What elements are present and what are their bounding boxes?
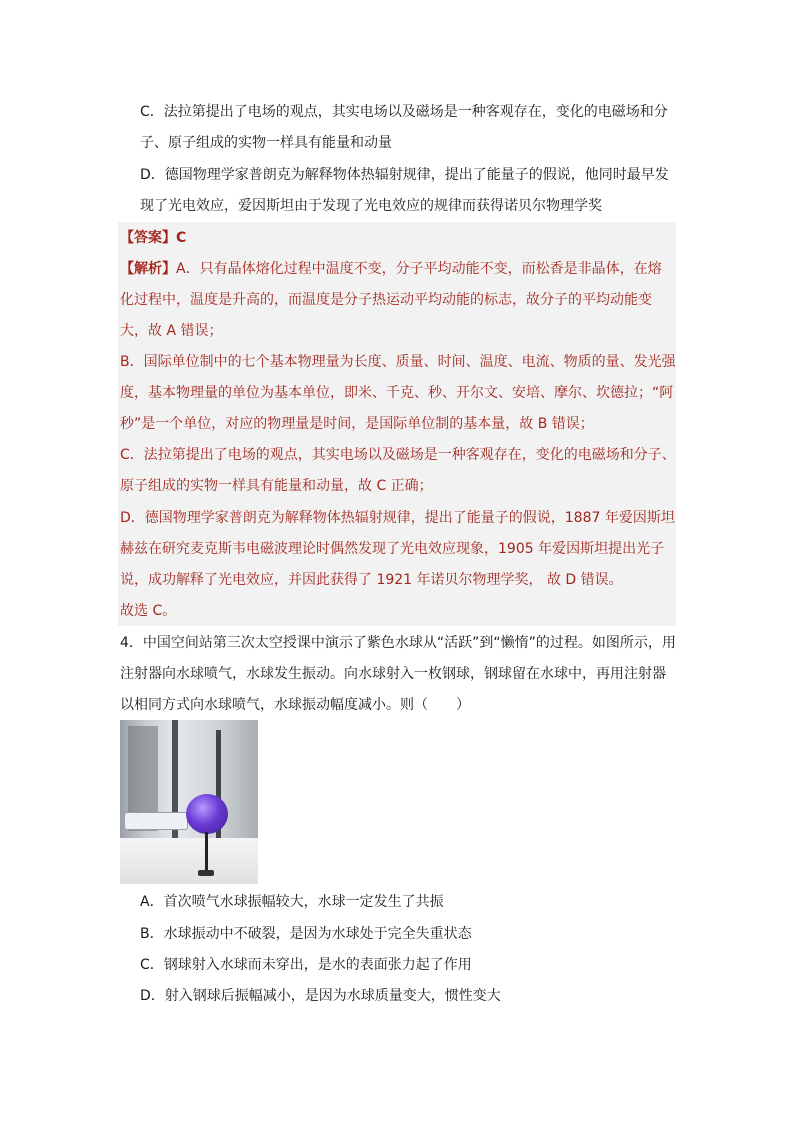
question-4-line-1: 4．中国空间站第三次太空授课中演示了紫色水球从“活跃”到“懒惰”的过程。如图所示，用 [120,635,676,651]
analysis-a-text-1: A．只有晶体熔化过程中温度不变，分子平均动能不变，而松香是非晶体，在熔 [176,261,662,277]
analysis-conclusion: 故选 C。 [120,603,177,619]
question-4-option-c: C．钢球射入水球而未穿出，是水的表面张力起了作用 [140,957,472,973]
answer-label: 【答案】 [120,230,176,246]
option-d-text-continued: 现了光电效应，爱因斯坦由于发现了光电效应的规律而获得诺贝尔物理学奖 [140,198,602,214]
analysis-a-line-2: 化过程中，温度是升高的，而温度是分子热运动平均动能的标志，故分子的平均动能变 [120,292,652,308]
analysis-b-line-3: 秒”是一个单位，对应的物理量是时间，是国际单位制的基本量，故 B 错误； [120,416,594,432]
analysis-d-line-3: 说，成功解释了光电效应，并因此获得了 1921 年诺贝尔物理学奖， 故 D 错误。 [120,572,623,588]
option-d-text: D．德国物理学家普朗克为解释物体热辐射规律，提出了能量子的假说，他同时最早发 [140,167,669,183]
analysis-c-line-1: C．法拉第提出了电场的观点，其实电场以及磁场是一种客观存在，变化的电磁场和分子、 [120,447,676,463]
analysis-label: 【解析】 [120,261,176,277]
question-4-line-2: 注射器向水球喷气，水球发生振动。向水球射入一枚钢球，钢球留在水球中，再用注射器 [120,666,666,682]
option-c-text-continued: 子、原子组成的实物一样具有能量和动量 [140,135,392,151]
analysis-d-line-1: D．德国物理学家普朗克为解释物体热辐射规律，提出了能量子的假说，1887 年爱因斯坦 [120,510,675,526]
analysis-c-line-2: 原子组成的实物一样具有能量和动量，故 C 正确； [120,478,433,494]
analysis-a-line-1 [120,259,662,279]
answer-value: C [176,230,187,246]
question-4-option-b: B．水球振动中不破裂，是因为水球处于完全失重状态 [140,926,472,942]
option-c-text: C．法拉第提出了电场的观点，其实电场以及磁场是一种客观存在，变化的电磁场和分 [140,104,668,120]
answer-line [120,228,186,248]
water-ball-photo [120,720,258,884]
syringe-graphic [124,812,188,830]
analysis-d-line-2: 赫兹在研究麦克斯韦电磁波理论时偶然发现了光电效应现象，1905 年爱因斯坦提出光子 [120,541,665,557]
analysis-b-line-2: 度，基本物理量的单位为基本单位，即米、千克、秒、开尔文、安培、摩尔、坎德拉；“阿 [120,385,674,401]
question-4-line-3: 以相同方式向水球喷气，水球振动幅度减小。则（ ） [120,697,470,713]
purple-water-ball-graphic [186,794,228,834]
analysis-b-line-1: B．国际单位制中的七个基本物理量为长度、质量、时间、温度、电流、物质的量、发光强 [120,354,676,370]
question-4-option-d: D．射入钢球后振幅减小，是因为水球质量变大，惯性变大 [140,988,501,1004]
analysis-a-line-3: 大，故 A 错误； [120,323,223,339]
question-4-option-a: A．首次喷气水球振幅较大，水球一定发生了共振 [140,894,444,910]
